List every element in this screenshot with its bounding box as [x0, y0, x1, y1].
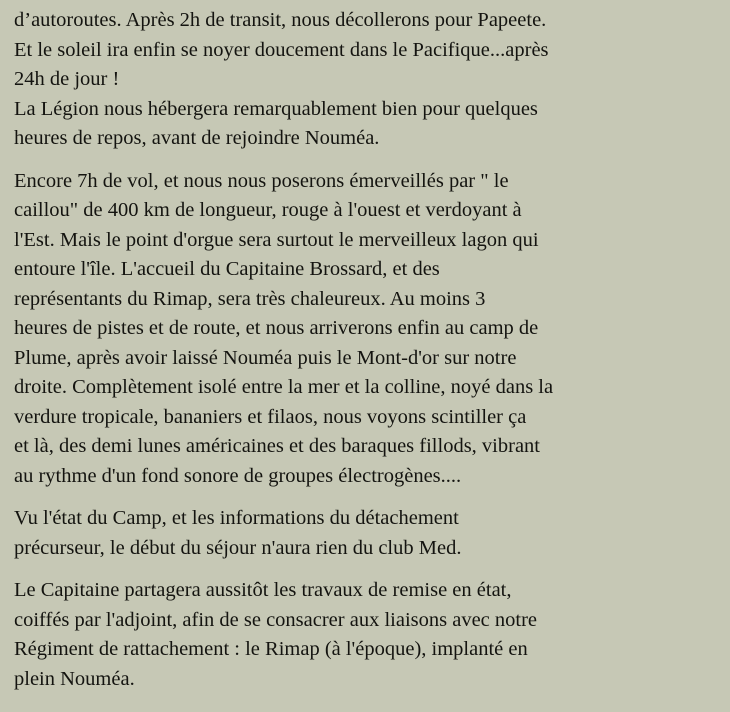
text-line: Et le soleil ira enfin se noyer doucement dans le Pacifique...après	[14, 38, 549, 61]
text-line: heures de repos, avant de rejoindre Nouméa.	[14, 127, 380, 149]
paragraph-camp-state	[14, 504, 722, 563]
text-line: et là, des demi lunes américaines et des baraques fillods, vibrant	[14, 435, 540, 457]
text-line: au rythme d'un fond sonore de groupes électrogènes....	[14, 464, 462, 487]
text-line: Plume, après avoir laissé Nouméa puis le Mont-d'or sur notre	[14, 346, 517, 369]
paragraph-arrival	[14, 167, 722, 492]
text-line: droite. Complètement isolé entre la mer et la colline, noyé dans la	[14, 376, 554, 398]
text-line: Le Capitaine partagera aussitôt les travaux de remise en état,	[14, 579, 512, 601]
text-line: heures de pistes et de route, et nous arriverons enfin au camp de	[14, 317, 539, 339]
text-line: verdure tropicale, bananiers et filaos, nous voyons scintiller ça	[14, 405, 527, 428]
text-line: La Légion nous hébergera remarquablement bien pour quelques	[14, 97, 538, 120]
text-line: représentants du Rimap, sera très chaleureux. Au moins 3	[14, 287, 486, 310]
text-line: coiffés par l'adjoint, afin de se consacrer aux liaisons avec notre	[14, 608, 538, 631]
paragraph-captain	[14, 576, 722, 694]
text-line: 24h de jour !	[14, 68, 120, 90]
text-line: Encore 7h de vol, et nous nous poserons émerveillés par " le	[14, 169, 509, 192]
text-line: d’autoroutes. Après 2h de transit, nous décollerons pour Papeete.	[14, 9, 547, 31]
text-line: plein Nouméa.	[14, 667, 135, 690]
text-line: Vu l'état du Camp, et les informations du détachement	[14, 507, 459, 529]
text-line: Régiment de rattachement : le Rimap (à l'époque), implanté en	[14, 638, 528, 660]
paragraph-departure	[14, 6, 722, 154]
text-line: entoure l'île. L'accueil du Capitaine Brossard, et des	[14, 258, 440, 280]
text-line: l'Est. Mais le point d'orgue sera surtout le merveilleux lagon qui	[14, 228, 539, 251]
text-line: précurseur, le début du séjour n'aura rien du club Med.	[14, 536, 462, 559]
text-line: caillou" de 400 km de longueur, rouge à l'ouest et verdoyant à	[14, 199, 522, 221]
